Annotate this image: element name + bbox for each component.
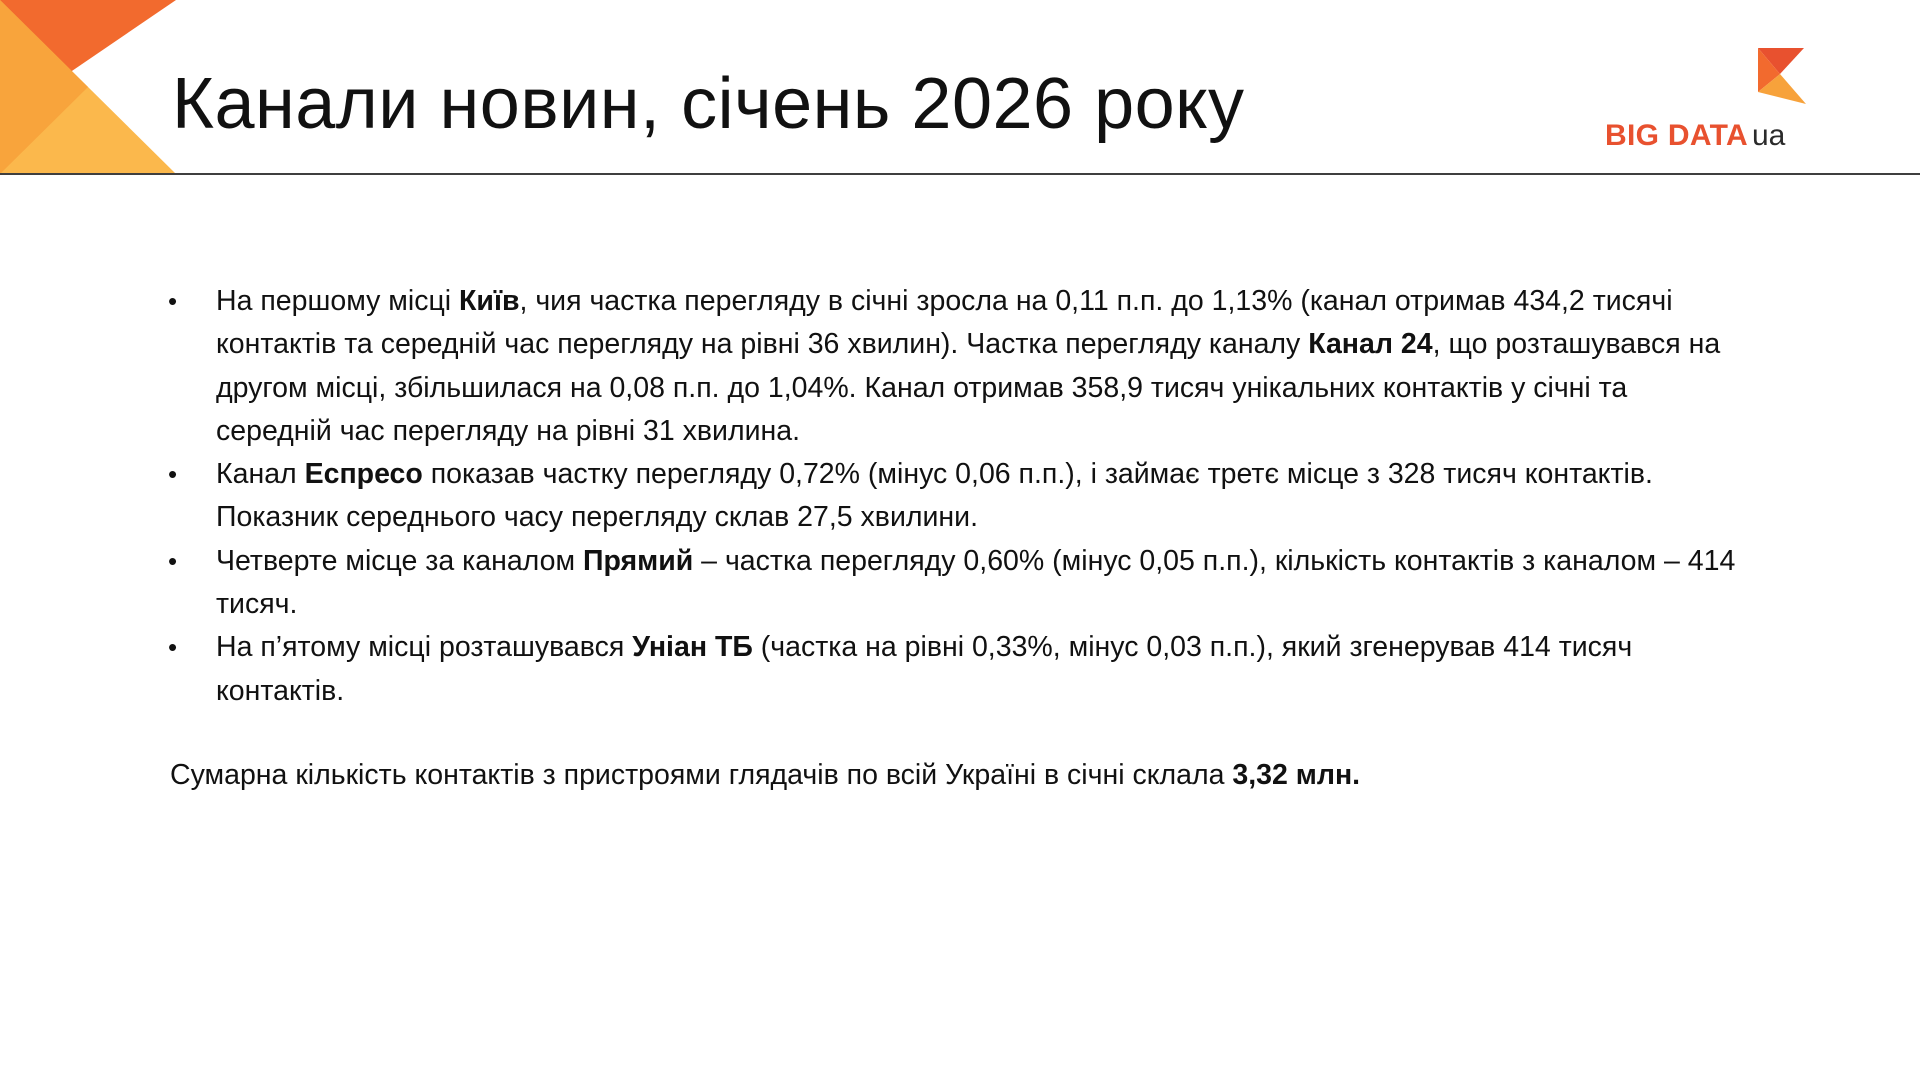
bullet-item-kyiv [168, 280, 1748, 453]
bullet-list [168, 280, 1748, 713]
bullet-dot: • [168, 459, 178, 490]
bullet-text: Четверте місце за каналом [216, 544, 583, 577]
bigdata-logo [1605, 48, 1830, 158]
bullet-text: На першому місці [216, 285, 460, 317]
bullet-item-unian [168, 626, 1748, 713]
channel-name-kyiv: Київ [459, 285, 520, 317]
channel-name-unian: Уніан ТБ [632, 631, 753, 664]
bullet-text: На п’ятому місці розташувався [216, 631, 633, 664]
bullet-text: Канал [216, 458, 305, 491]
logo-wordmark [1605, 116, 1785, 161]
logo-brand-text: BIG DATA [1605, 119, 1748, 152]
bullet-item-pryamyi [168, 540, 1748, 627]
bullet-text: , чия частка перегляду в січні зросла на 0,11 п.п. до 1,13% (канал отримав 434,2 тисячі контактів та середній час перегляду на рівні 36 хвилин). Частка перегляду каналу [216, 285, 1673, 361]
channel-name-kanal24: Канал 24 [1308, 328, 1433, 361]
bullet-item-espreso [168, 453, 1748, 540]
bullet-text: – частка перегляду 0,60% (мінус 0,05 п.п.), кількість контактів з каналом – 414 тисяч. [216, 544, 1736, 621]
bullet-text: показав частку перегляду 0,72% (мінус 0,06 п.п.), і займає третє місце з 328 тисяч контактів. Показник середнього часу перегляду склав 27,5 хвилини. [216, 458, 1653, 534]
bullet-dot: • [168, 545, 178, 576]
summary-line [170, 754, 1360, 797]
logo-suffix-text: ua [1751, 119, 1786, 152]
channel-name-pryamyi: Прямий [582, 544, 694, 577]
bullet-text: (частка на рівні 0,33%, мінус 0,03 п.п.), який згенерував 414 тисяч контактів. [216, 631, 1633, 707]
bullet-text: , що розташувався на другом місці, збільшилася на 0,08 п.п. до 1,04%. Канал отримав 358,9 тисяч унікальних контактів у січні та середній час перегляду на рівні 31 хвилина. [216, 328, 1721, 447]
channel-name-espreso: Еспресо [304, 458, 423, 491]
logo-mark-icon [1750, 48, 1812, 110]
summary-text: Сумарна кількість контактів з пристроями глядачів по всій Україні в січні склала [170, 759, 1233, 791]
header-divider [0, 173, 1920, 175]
bullet-dot: • [168, 632, 178, 663]
bullet-dot: • [168, 286, 178, 316]
corner-decoration [0, 0, 176, 174]
slide-title: Канали новин, січень 2026 року [172, 64, 1245, 144]
summary-value: 3,32 млн. [1232, 759, 1361, 791]
